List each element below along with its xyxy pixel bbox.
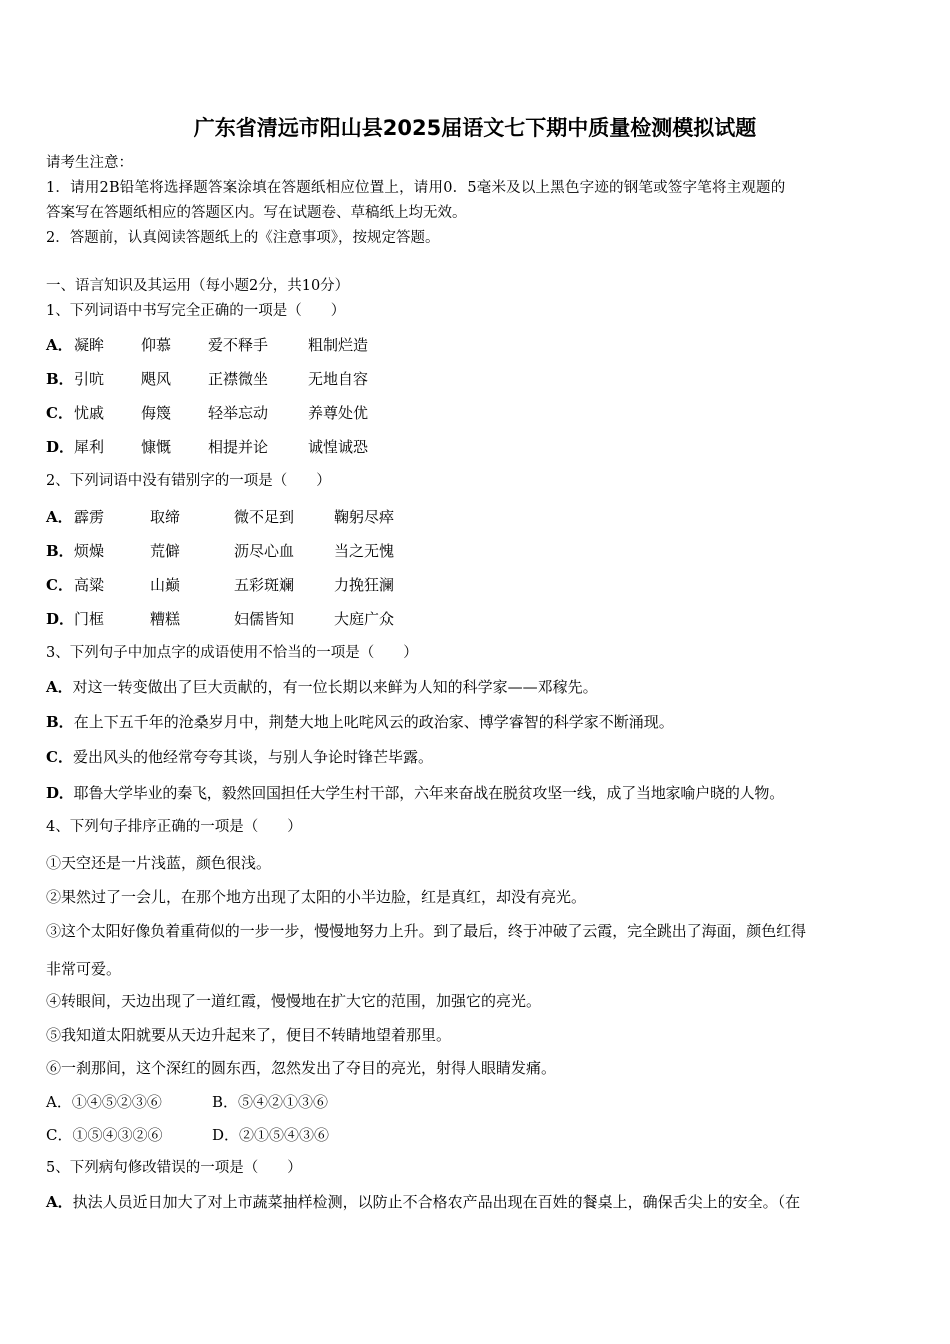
option-word: 爱不释手 [208,336,269,354]
question-4-stem: 4、下列句子排序正确的一项是（ ） [46,819,302,835]
section-heading: 一、语言知识及其运用（每小题2分，共10分） [46,278,350,294]
option-row [46,712,674,732]
option-label: C． [46,576,73,594]
option-word: 粗制烂造 [308,336,369,354]
option-row [46,747,433,767]
notice-heading: 请考生注意： [46,155,133,171]
option-word: 鞠躬尽瘁 [334,508,395,526]
option-d: D．②①⑤④③⑥ [212,1126,330,1144]
option-text: 耶鲁大学毕业的秦飞，毅然回国担任大学生村干部，六年来奋战在脱贫攻坚一线，成了当地家喻户晓的人物。 [73,784,785,802]
option-label: D． [46,438,75,456]
option-word: 霹雳 [74,508,105,526]
option-row [46,783,784,803]
question-5-stem: 5、下列病句修改错误的一项是（ ） [46,1160,302,1176]
option-a: A．①④⑤②③⑥ [46,1093,162,1111]
option-label: C． [46,404,73,422]
option-word: 微不足到 [234,508,295,526]
option-word: 引吭 [74,370,105,388]
option-label: A． [46,508,73,526]
option-label: A． [46,1193,73,1211]
notice-line-1b: 答案写在答题纸相应的答题区内。写在试题卷、草稿纸上均无效。 [46,205,467,221]
option-label: D． [46,784,74,802]
option-word: 糟糕 [150,610,181,628]
option-c: C．①⑤④③②⑥ [46,1126,163,1144]
option-word: 相提并论 [208,438,269,456]
option-word: 慷慨 [141,438,172,456]
option-word: 无地自容 [308,370,369,388]
option-label: A． [46,678,73,696]
option-word: 诚惶诚恐 [308,438,369,456]
sentence-2: ②果然过了一会儿，在那个地方出现了太阳的小半边脸，红是真红，却没有亮光。 [46,888,587,906]
option-word: 门框 [74,610,105,628]
question-1-stem: 1、下列词语中书写完全正确的一项是（ ） [46,303,346,319]
option-row [46,677,598,697]
option-label: B． [46,542,74,560]
option-word: 凝眸 [74,336,105,354]
option-word: 荒僻 [150,542,181,560]
question-2-stem: 2、下列词语中没有错别字的一项是（ ） [46,473,331,489]
option-word: 高粱 [74,576,105,594]
option-label: D． [46,610,75,628]
question-3-stem: 3、下列句子中加点字的成语使用不恰当的一项是（ ） [46,645,418,661]
option-word: 五彩斑斓 [234,576,295,594]
sentence-4: ④转眼间，天边出现了一道红霞，慢慢地在扩大它的范围，加强它的亮光。 [46,992,542,1010]
option-label: A． [46,336,73,354]
notice-line-1a: 1．请用2B铅笔将选择题答案涂填在答题纸相应位置上，请用0．5毫米及以上黑色字迹的钢笔或签字笔将主观题的 [46,180,786,196]
option-text: 爱出风头的他经常夸夸其谈，与别人争论时锋芒毕露。 [72,748,433,766]
sentence-3: ③这个太阳好像负着重荷似的一步一步，慢慢地努力上升。到了最后，终于冲破了云霞，完全跳出了海面，颜色红得 [46,922,806,940]
option-word: 大庭广众 [334,610,395,628]
option-word: 力挽狂澜 [334,576,395,594]
option-word: 山巅 [150,576,181,594]
option-word: 当之无愧 [334,542,395,560]
option-word: 取缔 [150,508,181,526]
option-label: B． [46,370,74,388]
option-word: 忧戚 [74,404,105,422]
option-word: 仰慕 [141,336,172,354]
option-word: 犀利 [74,438,105,456]
sentence-5: ⑤我知道太阳就要从天边升起来了，便目不转睛地望着那里。 [46,1026,452,1044]
option-row [46,1192,800,1212]
option-text: 对这一转变做出了巨大贡献的，有一位长期以来鲜为人知的科学家——邓稼先。 [72,678,598,696]
option-word: 沥尽心血 [234,542,295,560]
option-label: B． [46,713,74,731]
option-text: 执法人员近日加大了对上市蔬菜抽样检测，以防止不合格农产品出现在百姓的餐桌上，确保舌尖上的安全。（在 [72,1193,801,1211]
option-text: 在上下五千年的沧桑岁月中，荆楚大地上叱咤风云的政治家、博学睿智的科学家不断涌现。 [73,713,674,731]
option-b: B．⑤④②①③⑥ [212,1093,329,1111]
sentence-3-continued: 非常可爱。 [46,960,122,978]
option-word: 烦燥 [74,542,105,560]
option-word: 飓风 [141,370,172,388]
option-word: 妇儒皆知 [234,610,295,628]
option-word: 正襟微坐 [208,370,269,388]
notice-line-2: 2．答题前，认真阅读答题纸上的《注意事项》，按规定答题。 [46,230,440,246]
option-word: 轻举忘动 [208,404,269,422]
option-word: 养尊处优 [308,404,369,422]
option-word: 侮篾 [141,404,172,422]
sentence-1: ①天空还是一片浅蓝，颜色很浅。 [46,854,272,872]
sentence-6: ⑥一刹那间，这个深红的圆东西，忽然发出了夺目的亮光，射得人眼睛发痛。 [46,1059,557,1077]
page-title: 广东省清远市阳山县2025届语文七下期中质量检测模拟试题 [193,116,757,140]
option-label: C． [46,748,73,766]
